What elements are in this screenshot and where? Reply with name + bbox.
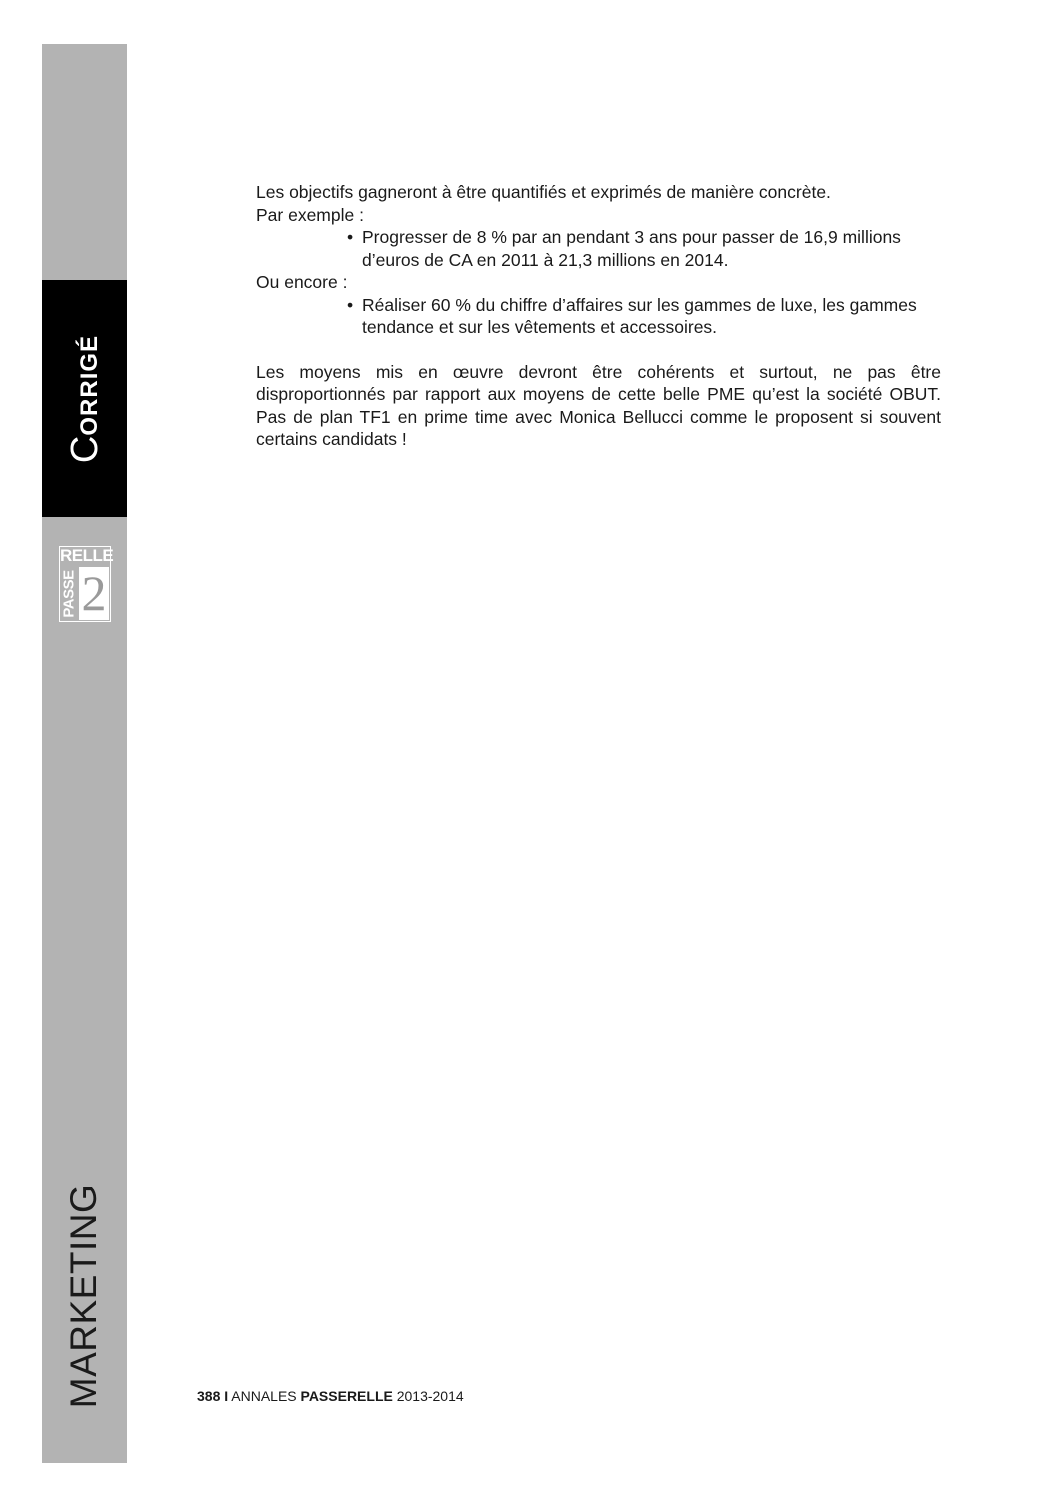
bullet-icon: • [347, 227, 354, 247]
logo-top-text: RELLE [60, 546, 114, 565]
section-tab-corrige [42, 280, 127, 517]
list-item [256, 294, 941, 339]
spacer [256, 339, 941, 361]
logo-side-text: PASSE [60, 570, 78, 618]
example-label: Par exemple : [256, 204, 364, 225]
logo-side [61, 567, 77, 621]
passerelle-2-logo [59, 546, 114, 622]
subject-label: MARKETING [63, 1183, 104, 1409]
bullet-icon: • [347, 294, 354, 315]
footer-separator: I [224, 1388, 229, 1404]
footer-years: 2013-2014 [396, 1388, 464, 1404]
list-item [256, 226, 941, 271]
or-label: Ou encore : [256, 272, 348, 292]
footer-brand: PASSERELLE [300, 1388, 393, 1404]
means-paragraph: Les moyens mis en œuvre devront être cohérents et surtout, ne pas être disproportionnés par rapport aux moyens de cette belle PME qu’est la société OBUT. Pas de plan TF1 en prime time avec Monica Bellucci comme le proposent si souvent certains candidats ! [256, 361, 941, 449]
page-number: 388 [197, 1388, 221, 1404]
main-content [256, 181, 941, 451]
page-footer [197, 1388, 464, 1404]
intro-paragraph: Les objectifs gagneront à être quantifiés et exprimés de manière concrète. [256, 182, 831, 202]
bullet-text-1: Progresser de 8 % par an pendant 3 ans pour passer de 16,9 millions d’euros de CA en 2011 à 21,3 millions en 2014. [362, 227, 901, 270]
footer-publication: ANNALES [231, 1388, 297, 1404]
bullet-text-2: Réaliser 60 % du chiffre d’affaires sur les gammes de luxe, les gammes tendance et sur les vêtements et accessoires. [362, 294, 917, 337]
logo-number: 2 [79, 567, 109, 620]
section-title: CORRIGÉ [63, 334, 106, 463]
